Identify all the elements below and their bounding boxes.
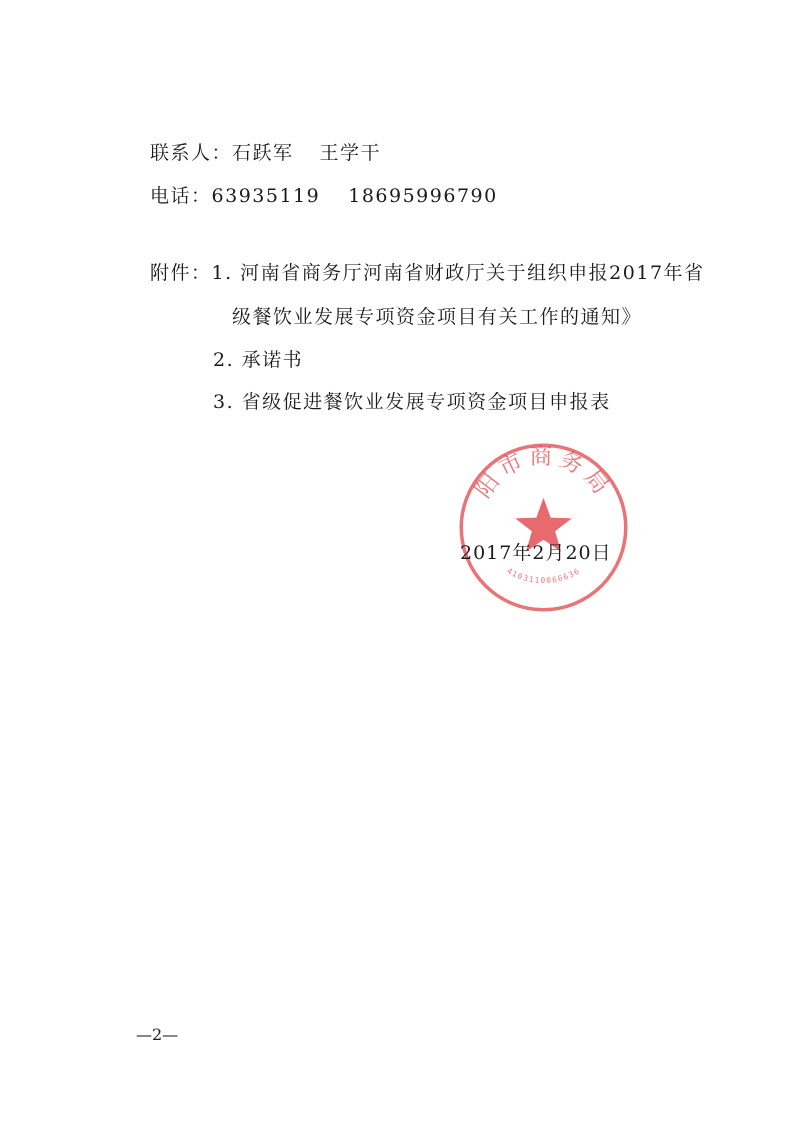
contact-phone-2: 18695996790	[348, 185, 498, 207]
page-number: —2—	[136, 1025, 179, 1044]
contact-phone-line	[150, 181, 498, 208]
svg-text:阳市商务局	[471, 444, 617, 503]
seal-text: 阳市商务局	[470, 444, 617, 503]
contact-person-line	[150, 138, 381, 165]
attachment-item-1-line-1: 1. 河南省商务厅河南省财政厅关于组织申报2017年省	[211, 262, 705, 284]
contact-person-label: 联系人：	[150, 142, 233, 164]
contact-phone-1: 63935119	[211, 185, 321, 207]
attachments-label: 附件：	[150, 262, 212, 284]
seal-number: 4103110066636	[505, 566, 582, 586]
contact-person-2: 王学干	[319, 142, 382, 164]
attachment-item-1-line-2: 级餐饮业发展专项资金项目有关工作的通知》	[232, 306, 643, 328]
svg-text:4103110066636	[505, 566, 582, 585]
attachment-item-3: 3. 省级促进餐饮业发展专项资金项目申报表	[213, 391, 611, 413]
official-seal	[456, 440, 631, 615]
attachment-item-2: 2. 承诺书	[213, 349, 304, 371]
contact-phone-label: 电话：	[150, 185, 212, 207]
contact-person-1: 石跃军	[232, 142, 294, 164]
attachment-item-1	[150, 258, 705, 285]
document-date: 2017年2月20日	[460, 542, 612, 564]
